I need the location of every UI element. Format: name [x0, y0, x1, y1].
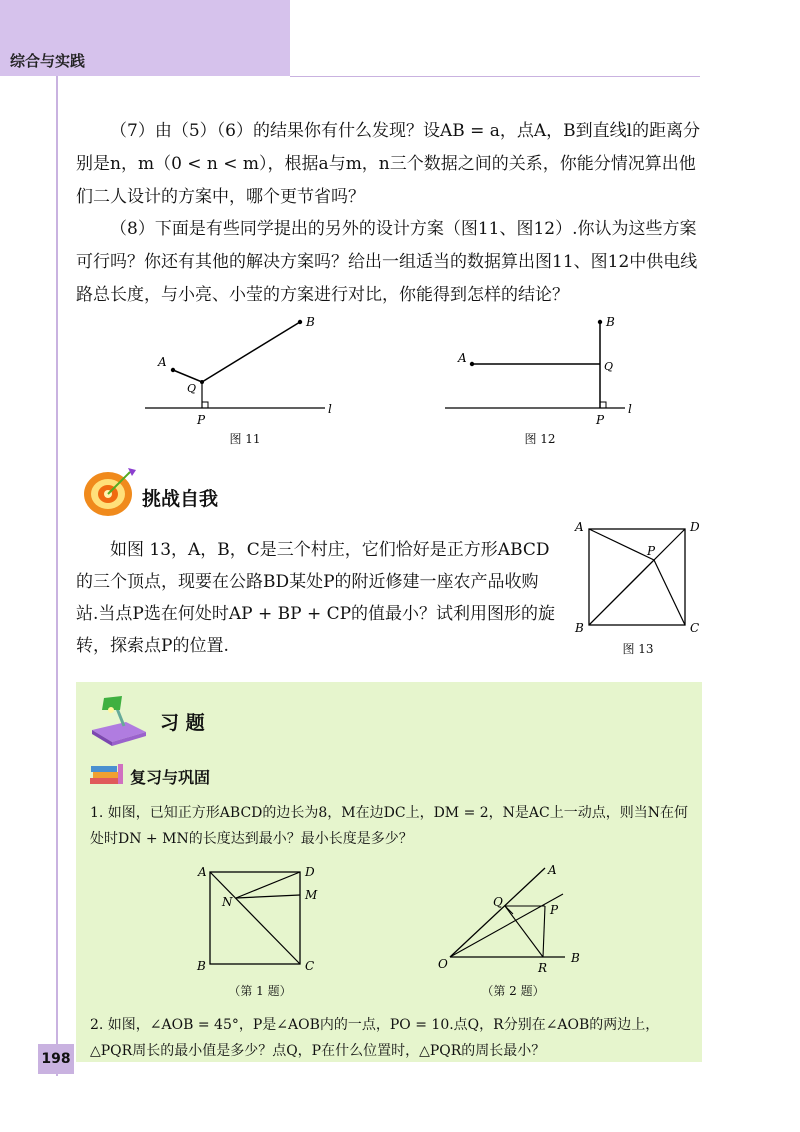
fig12-label-B: B: [606, 315, 615, 329]
fig13-label-P: P: [647, 544, 656, 558]
q1-label-B: B: [197, 959, 206, 973]
figure-q2-caption: （第 2 题）: [481, 984, 545, 998]
fig13-label-B: B: [575, 621, 584, 635]
fig11-label-B: B: [306, 315, 315, 329]
books-icon: [88, 762, 128, 788]
q2-label-R: R: [538, 961, 548, 974]
exercise-1: 1. 如图，已知正方形ABCD的边长为8，M在边DC上，DM = 2，N是AC上一动点，则当N在何处时DN + MN的长度达到最小？最小长度是多少？: [90, 805, 688, 847]
header-divider: [290, 76, 700, 77]
exercises-subtitle: 复习与巩固: [130, 768, 211, 787]
figure-11: [140, 310, 350, 430]
fig11-label-Q: Q: [187, 382, 197, 395]
fig13-label-A: A: [575, 520, 584, 534]
figure-q1: [190, 862, 330, 974]
figure-13-caption: 图 13: [622, 642, 654, 656]
lamp-book-icon: [86, 692, 152, 748]
paragraph-8: （8）下面是有些同学提出的另外的设计方案（图11、图12）.你认为这些方案可行吗？你还有其他的解决方案吗？给出一组适当的数据算出图11、图12中供电线路总长度，与小亮、小莹的方案进行对比，你能得到怎样的结论？: [76, 219, 698, 305]
exercise-box: [76, 682, 702, 1062]
page-number: 198: [38, 1044, 74, 1074]
q1-label-A: A: [198, 865, 207, 879]
fig12-label-l: l: [628, 402, 632, 416]
exercise-2: 2. 如图，∠AOB = 45°，P是∠AOB内的一点，PO = 10.点Q，R分别在∠AOB的两边上，△PQR周长的最小值是多少？点Q，P在什么位置时，△PQR的周长最小？: [90, 1017, 660, 1059]
paragraph-7: （7）由（5）（6）的结果你有什么发现？设AB = a，点A，B到直线l的距离分别是n，m（0 < n < m），根据a与m，n三个数据之间的关系，你能分情况算出他们二人设计的方案中，哪个更节省吗？: [76, 121, 701, 207]
q1-label-N: N: [222, 895, 233, 909]
figure-12-caption: 图 12: [524, 432, 556, 446]
fig13-label-D: D: [690, 520, 700, 534]
fig11-label-A: A: [158, 355, 167, 369]
header-title: 综合与实践: [10, 52, 86, 70]
q1-label-D: D: [305, 865, 315, 879]
exercises-title: 习 题: [160, 712, 205, 734]
q2-label-P: P: [550, 903, 559, 917]
fig11-label-l: l: [328, 402, 332, 416]
challenge-title: 挑战自我: [142, 488, 219, 510]
fig13-label-C: C: [690, 621, 700, 635]
q2-label-Q: Q: [493, 895, 503, 909]
q1-label-C: C: [305, 959, 315, 973]
target-icon: [78, 462, 140, 520]
fig12-label-A: A: [458, 351, 467, 365]
q2-label-A: A: [548, 863, 557, 877]
q2-label-B: B: [571, 951, 580, 965]
figure-12: [440, 310, 650, 430]
figure-11-caption: 图 11: [229, 432, 261, 446]
challenge-text: 如图 13，A，B，C是三个村庄，它们恰好是正方形ABCD的三个顶点，现要在公路BD某处P的附近修建一座农产品收购站.当点P选在何处时AP + BP + CP的值最小？试利用图形的旋转，探索点P的位置.: [76, 540, 556, 656]
side-margin-line: [56, 76, 58, 1076]
q2-label-O: O: [438, 957, 448, 971]
figure-q2: [435, 862, 595, 974]
q1-label-M: M: [305, 888, 318, 902]
fig12-label-Q: Q: [604, 360, 614, 373]
figure-13: [570, 515, 710, 635]
figure-q1-caption: （第 1 题）: [228, 984, 292, 998]
fig12-label-P: P: [596, 413, 605, 427]
fig11-label-P: P: [197, 413, 206, 427]
